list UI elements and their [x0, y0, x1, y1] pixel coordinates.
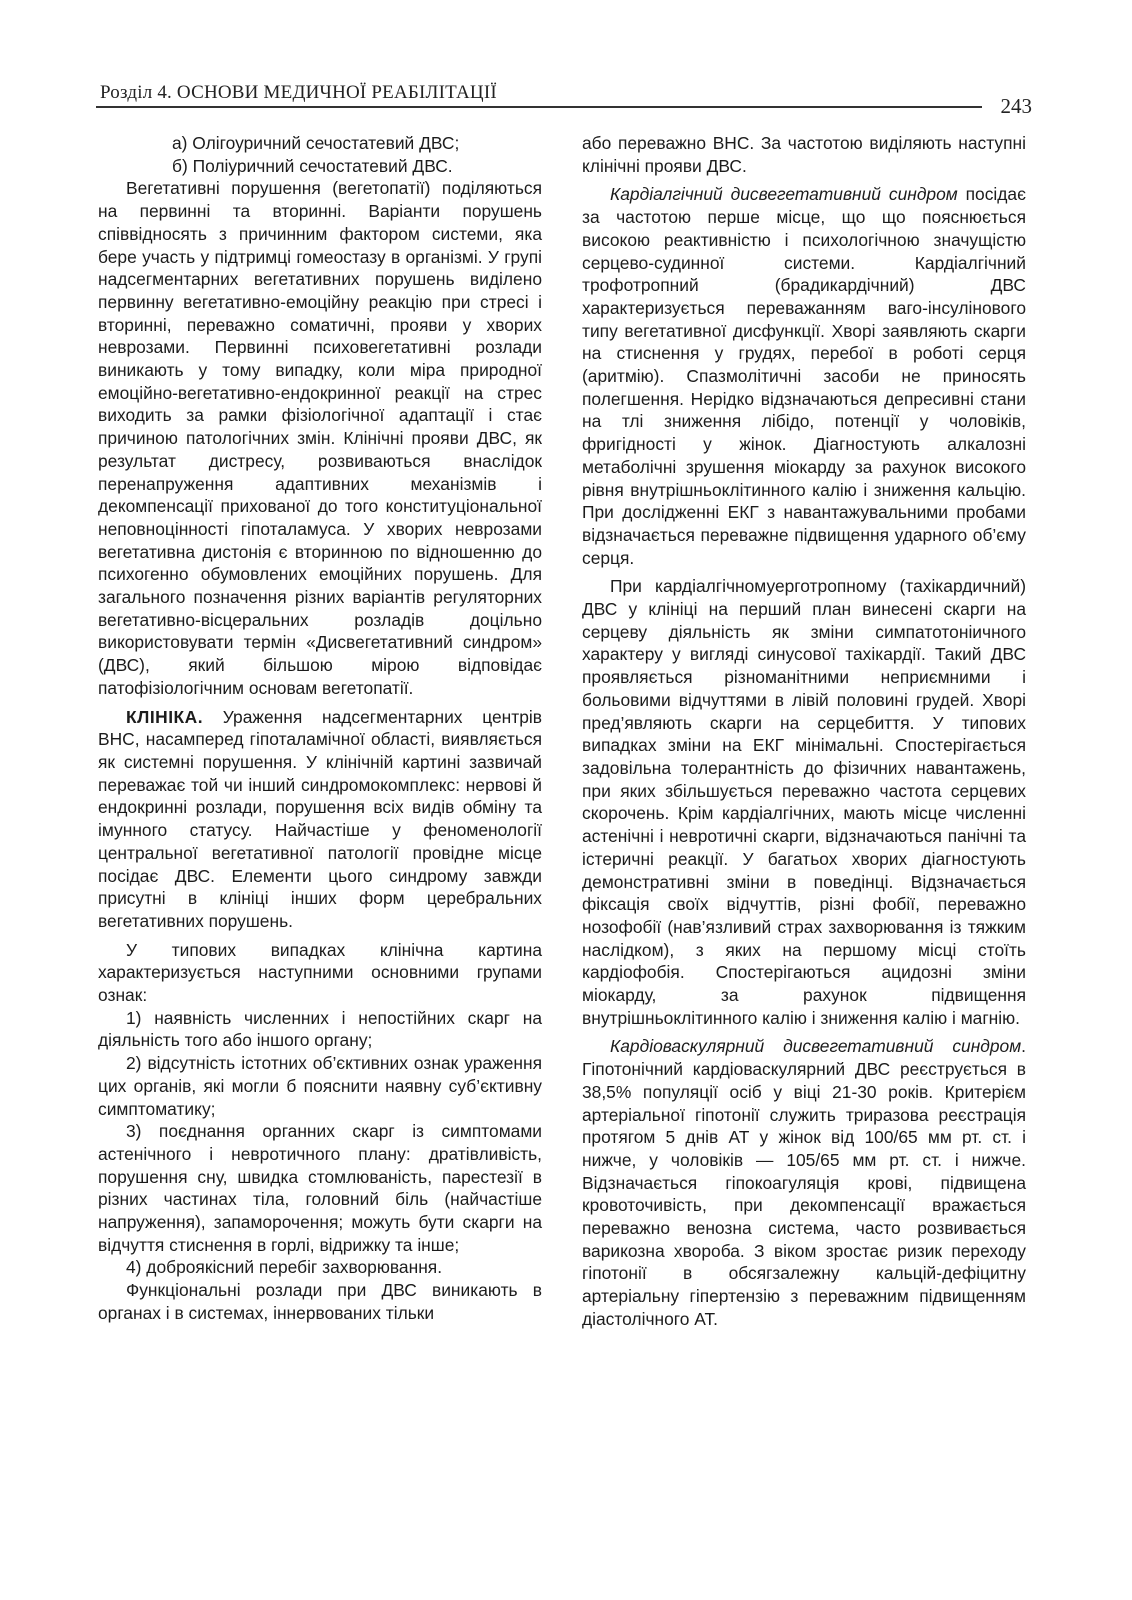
cardiovascular-syndrome-title: Кардіоваскулярний дисвегетативний синдром: [610, 1036, 1022, 1057]
list-item-1: 1) наявність численних і непостійних скарг на діяльність того або іншого органу;: [98, 1007, 542, 1051]
cardialgic-syndrome-text: посідає за частотою перше місце, що що пояснюється високою реактивністю і психологічною значущістю серцево-судинної системи. Кардіалгічний трофотропний (брадикардічний) ДВС характеризується переважанням ваго-інсулінового типу вегетативної дисфункції. Хворі заявляють скарги на стиснення у грудях, перебої в роботі серця (аритмію). Спазмолітичні засоби не приносять полегшення. Нерідко відзначаються депресивні стани на тлі зниження лібідо, потенції у чоловіків, фригідності у жінок. Діагностують алкалозні метаболічні зрушення міокарду за рахунок високого рівня внутрішньоклітинного калію і зниження кальцію. При дослідженні ЕКГ з навантажувальними пробами відзначається переважне підвищення ударного об’єму серця.: [582, 184, 1026, 568]
list-item-3: 3) поєднання органних скарг із симптомами астенічного і невротичного плану: дратівливість, порушення сну, швидка стомлюваність, парестезії в різних частинах тіла, головний біль (найчастіше напруження), запаморочення; можуть бути скарги на відчуття стиснення в горлі, відрижку та інше;: [98, 1121, 542, 1255]
running-head: Розділ 4. ОСНОВИ МЕДИЧНОЇ РЕАБІЛІТАЦІЇ: [100, 82, 497, 103]
page-number: 243: [1000, 94, 1032, 118]
right-column: [582, 132, 1026, 1331]
cardiovascular-syndrome-text: . Гіпотонічний кардіоваскулярний ДВС реєструється в 38,5% популяції осіб у віці 21-30 років. Критерієм артеріальної гіпотонії служить триразова реєстрація протягом 5 днів АТ у жінок від 100/65 мм рт. ст. і нижче, у чоловіків — 105/65 мм рт. ст. і нижче. Відзначається гіпокоагуляція крові, підвищена кровоточивість, при декомпенсації вражається переважно венозна система, часто розвивається варикозна хвороба. З віком зростає ризик переходу гіпотонії в обсягзалежну кальцій-дефіцитну артеріальну гіпертензію з переважним підвищенням діастолічного АТ.: [582, 1036, 1026, 1329]
paragraph-vegetopathy: Вегетативні порушення (вегетопатії) поділяються на первинні та вторинні. Варіанти порушень співвідносять з причинним фактором системи, яка бере участь у підтримці гомеостазу в організмі. У групі надсегментарних вегетативних порушень виділено первинну вегетативно-емоційну реакцію при стресі і вторинні, переважно соматичні, прояви у хворих неврозами. Первинні психовегетативні розлади виникають у тому випадку, коли міра природної емоційно-вегетативно-ендокринної реакції на стрес виходить за рамки фізіологічної адаптації і стає причиною патологічних змін. Клінічні прояви ДВС, як результат дистресу, розвиваються внаслідок перенапруження адаптивних механізмів і декомпенсації прихованої до того конституціональної неповноцінності гіпоталамуса. У хворих неврозами вегетативна дистонія є вторинною по відношенню до психогенно обумовлених емоційних порушень. Для загального позначення різних варіантів регуляторних вегетативно-вісцеральних розладів доцільно використовувати термін «Дисвегетативний синдром» (ДВС), який більшою мірою відповідає патофізіологічним основам вегетопатії.: [98, 178, 542, 698]
paragraph-cardialgic-syndrome: [582, 183, 1026, 569]
clinic-text: Ураження надсегментарних центрів ВНС, насамперед гіпоталамічної області, виявляється як системні порушення. У клінічній картині зазвичай переважає той чи інший синдромокомплекс: нервові й ендокринні розлади, порушення всіх видів обміну та імунного статусу. Найчастіше у феноменології центральної вегетативної патології провідне місце посідає ДВС. Елементи цього синдрому завжди присутні в клініці інших форм церебральних вегетативних порушень.: [98, 706, 542, 931]
page-header: [96, 78, 1032, 118]
list-item-a: а) Олігоуричний сечостатевий ДВС;: [172, 133, 460, 153]
paragraph-functional-disorders: Функціональні розлади при ДВС виникають в органах і в системах, іннервованих тільки: [98, 1280, 542, 1323]
paragraph-continuation: або переважно ВНС. За частотою виділяють наступні клінічні прояви ДВС.: [582, 133, 1026, 176]
paragraph-cardiovascular-syndrome: [582, 1035, 1026, 1330]
paragraph-typical-cases: У типових випадках клінічна картина характеризується наступними основними групами ознак:: [98, 939, 542, 1006]
list-item-4: 4) доброякісний перебіг захворювання.: [126, 1257, 443, 1278]
list-item-2: 2) відсутність істотних об’єктивних ознак ураження цих органів, які могли б пояснити наявну суб’єктивну симптоматику;: [98, 1053, 542, 1119]
cardialgic-syndrome-title: Кардіалгічний дисвегетативний синдром: [610, 184, 958, 205]
left-column: [98, 132, 542, 1325]
paragraph-clinic: [98, 706, 542, 933]
paragraph-ergotropic: При кардіалгічномуерготропному (тахікардичний) ДВС у клініці на перший план винесені скарги на серцеву діяльність як зміни симпатотоніичного характеру у вигляді синусової тахікардії. Такий ДВС проявляється різноманітними неприємними і больовими відчуттями в лівій половині грудей. Хворі пред’являють скарги на серцебиття. У типових випадках зміни на ЕКГ мінімальні. Спостерігається задовільна толерантність до фізичних навантажень, при яких збільшується переважно частота серцевих скорочень. Крім кардіалгічних, мають місце численні астенічні і невротичні скарги, відзначаються панічні та істеричні реакції. У багатьох хворих діагностують демонстративні зміни в поведінці. Відзначається фіксація своїх відчуттів, різні фобії, переважно нозофобії (нав’язливий страх захворювання із тяжким наслідком), з яких на першому місці стоїть кардіофобія. Спостерігаються ацидозні зміни міокарду, за рахунок підвищення внутрішньоклітинного калію і зниження калію і магнію.: [582, 576, 1026, 1028]
header-rule: [96, 106, 982, 108]
list-item-b: б) Поліуричний сечостатевий ДВС.: [172, 155, 453, 176]
clinic-heading: КЛІНІКА.: [126, 706, 204, 727]
